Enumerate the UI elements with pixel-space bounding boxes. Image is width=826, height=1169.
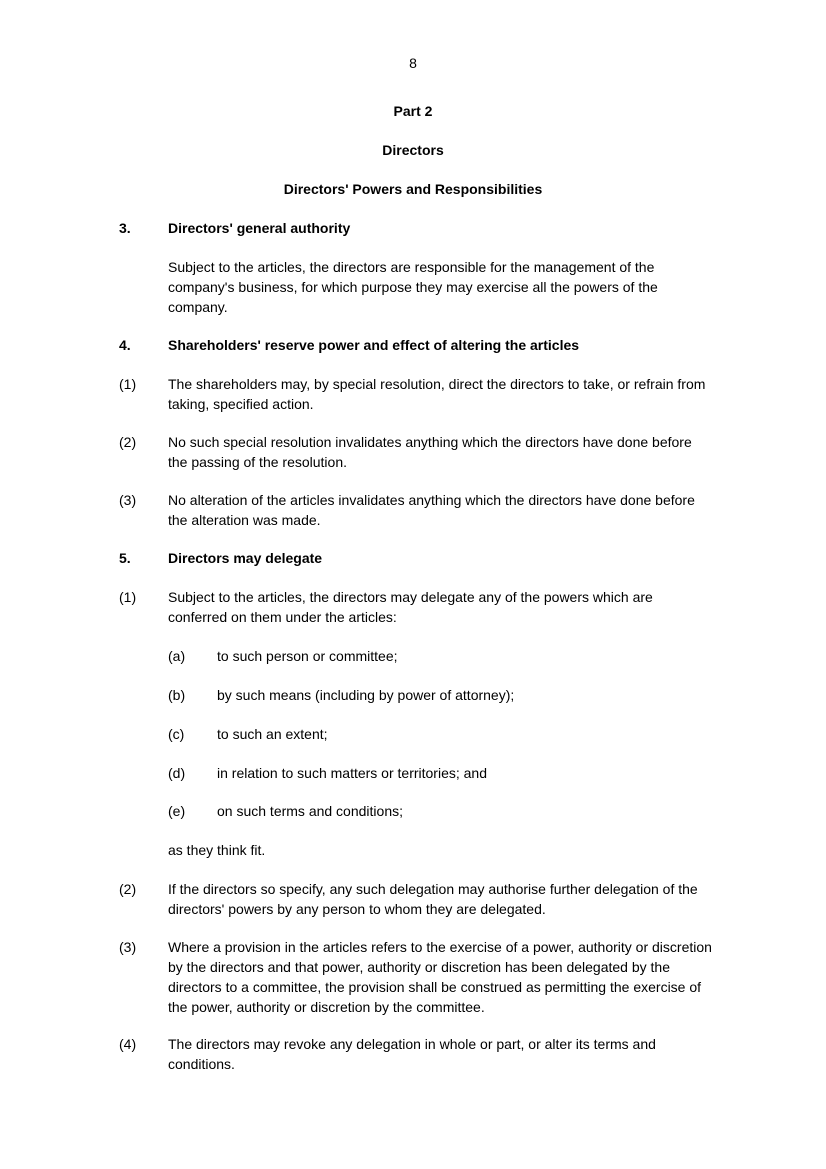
article-4-heading: Shareholders' reserve power and effect of altering the articles [168,337,580,353]
article-4-para-2-number: (2) [119,434,137,450]
article-4-para-1-number: (1) [119,376,137,392]
article-5-para-1-text: Subject to the articles, the directors may delegate any of the powers which are conferred on them under the articles: [168,589,653,625]
sub-item-a-letter: (a) [168,648,186,664]
sub-item-e-letter: (e) [168,803,186,819]
article-5-heading: Directors may delegate [168,550,323,566]
article-5-para-3-number: (3) [119,939,137,955]
part-title: Part 2 [393,103,433,119]
sub-item-b-text: by such means (including by power of attorney); [217,687,515,703]
article-5-para-2-number: (2) [119,881,137,897]
article-4-para-2-text: No such special resolution invalidates anything which the directors have done before the passing of the resolution. [168,434,692,470]
article-4-para-3-number: (3) [119,492,137,508]
sub-item-d-letter: (d) [168,765,186,781]
sub-item-d-text: in relation to such matters or territories; and [217,765,488,781]
article-3-heading: Directors' general authority [168,220,351,236]
article-5-number: 5. [119,550,131,566]
article-4-number: 4. [119,337,131,353]
article-5-para-2-text: If the directors so specify, any such delegation may authorise further delegation of the directors' powers by any person to whom they are delegated. [168,881,698,917]
article-4-para-3-text: No alteration of the articles invalidates anything which the directors have done before the alteration was made. [168,492,695,528]
section-title: Directors [382,142,444,158]
article-4-para-1-text: The shareholders may, by special resolution, direct the directors to take, or refrain from taking, specified action. [168,376,706,412]
sub-item-e-text: on such terms and conditions; [217,803,403,819]
article-5-para-3-text: Where a provision in the articles refers to the exercise of a power, authority or discretion by the directors and that power, authority or discretion has been delegated by the directors to a committee, the provision shall be construed as permitting the exercise of the power, authority or discretion by the committee. [168,939,712,1015]
article-5-closing-text: as they think fit. [168,842,266,858]
article-5-para-4-number: (4) [119,1036,137,1052]
article-3-number: 3. [119,220,131,236]
sub-item-c-letter: (c) [168,726,185,742]
sub-item-b-letter: (b) [168,687,186,703]
page-number: 8 [409,55,417,71]
article-3-text: Subject to the articles, the directors are responsible for the management of the company's business, for which purpose they may exercise all the powers of the company. [168,259,658,315]
sub-item-a-text: to such person or committee; [217,648,398,664]
sub-item-c-text: to such an extent; [217,726,328,742]
subsection-title: Directors' Powers and Responsibilities [283,181,543,197]
article-5-para-1-number: (1) [119,589,137,605]
article-5-para-4-text: The directors may revoke any delegation in whole or part, or alter its terms and conditions. [168,1036,656,1072]
